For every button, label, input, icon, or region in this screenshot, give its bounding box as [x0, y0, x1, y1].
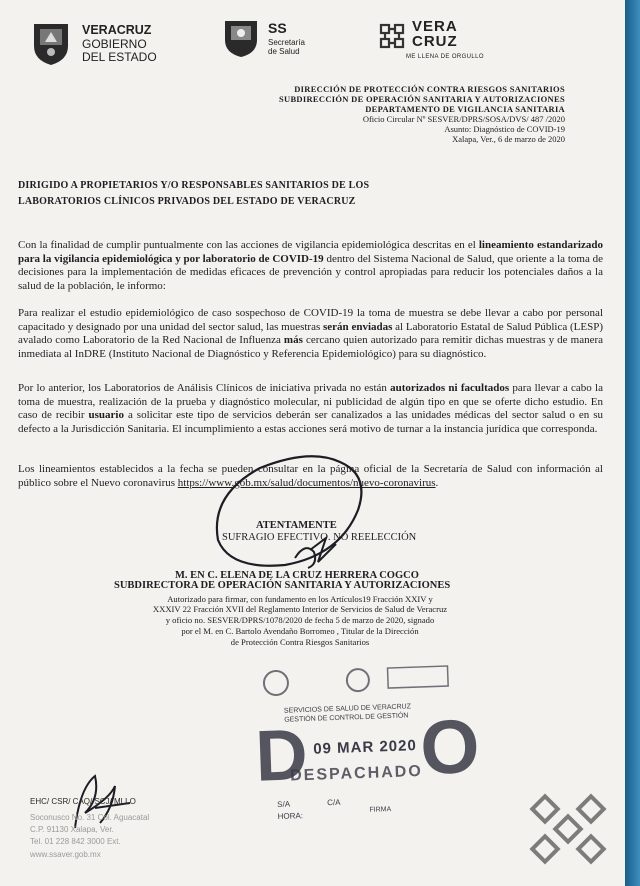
letterhead-line3: DEPARTAMENTO DE VIGILANCIA SANITARIA	[365, 104, 565, 114]
letterhead-line1: DIRECCIÓN DE PROTECCIÓN CONTRA RIESGOS SANITARIOS	[294, 84, 565, 94]
gobierno-logo	[30, 20, 180, 70]
ss-shield-icon	[222, 18, 260, 58]
ss-line1: Secretaría	[268, 38, 305, 47]
veracruz-orgullo-logo	[378, 18, 488, 68]
footer-address1: Soconusco No. 31 Col. Aguacatal	[30, 813, 150, 822]
p1-text-a: Con la finalidad de cumplir puntualmente con las acciones de vigilancia epidemiológica descritas en el	[18, 239, 479, 251]
authorization-line4: por el M. en C. Bartolo Avendaño Borromeo , Titular de la Dirección	[181, 626, 419, 636]
addressee-line2: LABORATORIOS CLÍNICOS PRIVADOS DEL ESTADO DE VERACRUZ	[18, 196, 356, 207]
p2-text-a: Para realizar el estudio epidemiológico de caso sospechoso de COVID-19 la toma de muestra se debe llevar a cabo por personal capacitado y designado por una unidad del sector salud, las muestras	[18, 307, 603, 333]
stamp-ca: C/A	[327, 797, 341, 808]
authorization-line2: XXXIV 22 Fracción XVII del Reglamento Interior de Servicios de Salud de Veracruz	[152, 604, 448, 614]
p1-emphasis: lineamiento estandarizado para la vigilancia epidemiológica y por laboratorio de COVID-19	[18, 239, 603, 265]
p3-text-e: a solicitar este tipo de servicios deberán ser canalizados a las unidades médicas del sector salud o en su defecto a la Jurisdicción Sanitaria. El incumplimiento a estas acciones será motivo de turnar a la instancia jurídica que corresponda.	[18, 409, 603, 435]
ss-title: SS	[268, 20, 287, 36]
circular-number: Oficio Circular Nº SESVER/DPRS/SOSA/DVS/ 487 /2020	[362, 114, 565, 124]
footer-web: www.ssaver.gob.mx	[30, 850, 101, 859]
knot-pattern-icon	[378, 22, 406, 50]
p2-emphasis-2: más	[283, 334, 303, 347]
place-date: Xalapa, Ver., 6 de marzo de 2020	[452, 134, 565, 144]
signer-title: SUBDIRECTORA DE OPERACIÓN SANITARIA Y AUTORIZACIONES	[114, 580, 451, 591]
stamp-word: DESPACHADO	[289, 762, 424, 785]
footer-address2: C.P. 91130 Xalapa, Ver.	[30, 825, 114, 834]
p4-text-a: Los lineamientos establecidos a la fecha se pueden consultar en la página oficial de la Secretaría de Salud con información al público sobre el Nuevo coronavirus	[18, 463, 603, 489]
veracruz-shield-icon	[30, 20, 72, 66]
stamp-logos-icon	[257, 662, 458, 699]
authorization-line3: y oficio no. SESVER/DPRS/1078/2020 de fecha 5 de marzo de 2020, signado	[165, 615, 435, 625]
footer-phone: Tel. 01 228 842 3000 Ext.	[30, 837, 121, 846]
despachado-stamp	[252, 661, 481, 822]
letterhead-line2: SUBDIRECCIÓN DE OPERACIÓN SANITARIA Y AUTORIZACIONES	[279, 94, 565, 104]
background-edge	[625, 0, 640, 886]
p3-text-c: para llevar a cabo la toma de muestra, realización de la prueba y diagnóstico molecular, ni publicidad de algún tipo en que se oferte dicho estudio. En caso de recibir	[18, 382, 603, 422]
ss-line2: de Salud	[268, 47, 300, 56]
p3-emphasis-2: usuario	[88, 409, 124, 422]
stamp-org1: SERVICIOS DE SALUD DE VERACRUZ	[283, 703, 412, 715]
signature-scribble	[190, 440, 450, 580]
addressee-line1: DIRIGIDO A PROPIETARIOS Y/O RESPONSABLES SANITARIOS DE LOS	[18, 180, 370, 191]
closing-motto: SUFRAGIO EFECTIVO. NO REELECCIÓN	[222, 532, 417, 543]
p3-emphasis-1: autorizados ni facultados	[390, 382, 510, 394]
stamp-hora: HORA:	[277, 811, 304, 822]
knot-pattern-icon	[528, 792, 608, 866]
paragraph-1	[18, 239, 603, 293]
gobierno-line3: DEL ESTADO	[82, 50, 157, 64]
orgullo-slogan: ME LLENA DE ORGULLO	[406, 54, 484, 60]
orgullo-line1: VERA	[412, 18, 458, 35]
stamp-letter-left: D	[254, 714, 309, 797]
authorization-line1: Autorizado para firmar, con fundamento en los Artículos19 Fracción XXIV y	[167, 594, 433, 604]
p1-text-c: dentro del Sistema Nacional de Salud, que oriente a la toma de decisiones para la implementación de medidas eficaces de prevención y control apropiadas para reducir los potenciales daños a la salud de la población, le informo:	[18, 252, 603, 292]
p4-text-end: .	[435, 476, 439, 489]
signer-name: M. EN C. ELENA DE LA CRUZ HERRERA COGCO	[175, 570, 419, 581]
footer-initials: EHC/ CSR/ CAQ/ SCJ/ MLLO	[30, 797, 136, 806]
p2-text-c: al Laboratorio Estatal de Salud Pública (LESP) avalado como Laboratorio de la Red Nacional de Influenza	[18, 320, 603, 347]
p2-text-e: cercano quien autorizado para remitir dichas muestras y de manera inmediata al InDRE (Instituto Nacional de Diagnóstico y Referencia Epidemiológico) para su diagnóstico.	[18, 334, 604, 360]
paragraph-3	[18, 382, 603, 436]
authorization-line5: de Protección Contra Riesgos Sanitarios	[230, 637, 370, 647]
stamp-sa: S/A	[277, 799, 291, 810]
p2-emphasis-1: serán enviadas	[323, 320, 393, 333]
orgullo-line2: CRUZ	[412, 33, 458, 50]
stamp-org2: GESTIÓN DE CONTROL DE GESTIÓN	[284, 712, 409, 724]
subject-line: Asunto: Diagnóstico de COVID-19	[444, 124, 565, 134]
paragraph-2	[18, 307, 603, 361]
p3-text-a: Por lo anterior, los Laboratorios de Análisis Clínicos de iniciativa privada no están	[18, 382, 391, 394]
stamp-firma: FIRMA	[369, 806, 392, 814]
coronavirus-link[interactable]: https://www.gob.mx/salud/documentos/nuevo-coronavirus	[177, 476, 436, 489]
closing-atentamente: ATENTAMENTE	[256, 520, 337, 531]
ss-logo	[222, 18, 342, 68]
gobierno-line2: GOBIERNO	[82, 37, 147, 51]
gobierno-line1: VERACRUZ	[82, 23, 152, 37]
stamp-date: 09 MAR 2020	[312, 737, 418, 758]
stamp-letter-right: O	[418, 703, 481, 791]
